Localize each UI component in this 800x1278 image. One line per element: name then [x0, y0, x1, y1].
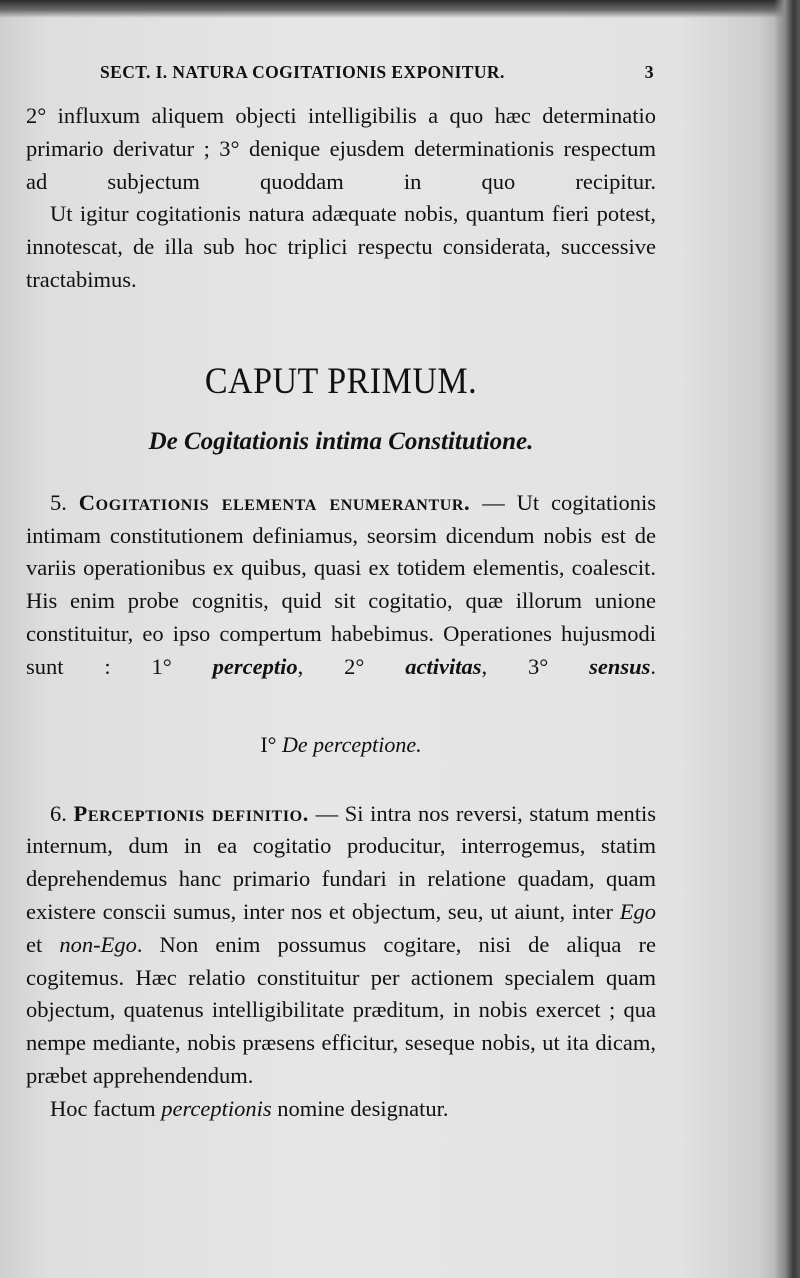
- closing-text-a: Hoc factum: [50, 1095, 156, 1121]
- closing-paragraph: [26, 1093, 656, 1126]
- section-5-term-activitas: activitas: [405, 653, 482, 679]
- spacer: [26, 297, 656, 357]
- chapter-subtitle: De Cogitationis intima Constitutione.: [148, 427, 534, 455]
- section-5-number: 5.: [50, 489, 67, 515]
- section-5-marker: 2°: [344, 653, 365, 679]
- chapter-title: CAPUT PRIMUM.: [204, 361, 478, 402]
- section-5-paragraph: [26, 487, 656, 684]
- section-6-paragraph: [26, 798, 656, 1093]
- subsection-heading: [26, 728, 656, 762]
- intro-paragraph-1: 2° influxum aliquem objecti intelligibilis a quo hæc determinatio primario derivatur ; 3° denique ejusdem determinationis respectum ad subjectum quoddam in quo recipitur.: [26, 103, 656, 194]
- page-content: [26, 62, 656, 1126]
- page-binding-edge: [774, 0, 800, 1278]
- subsection-title: De perceptione.: [281, 731, 422, 757]
- running-head-title: SECT. I. NATURA COGITATIONIS EXPONITUR.: [100, 62, 505, 82]
- section-6-conjunction: et: [26, 931, 43, 957]
- section-5-separator: ,: [297, 653, 304, 679]
- section-5-end: .: [650, 653, 657, 679]
- page-top-shadow: [0, 0, 800, 18]
- page-number: 3: [644, 62, 654, 82]
- section-5-term-perceptio: perceptio: [212, 653, 298, 679]
- spacer: [26, 684, 656, 728]
- section-6-term-ego: Ego: [619, 898, 657, 924]
- spacer: [26, 469, 656, 487]
- subsection-prefix: I°: [260, 731, 277, 757]
- spacer: [26, 762, 656, 798]
- section-5-term-sensus: sensus: [589, 653, 651, 679]
- section-6-number: 6.: [50, 800, 67, 826]
- closing-term-perceptionis: perceptionis: [161, 1095, 272, 1121]
- section-5-separator: , 3°: [481, 653, 549, 679]
- section-6-heading: Perceptionis definitio.: [73, 800, 309, 826]
- section-5-heading: Cogitationis elementa enumerantur.: [78, 489, 471, 515]
- running-head: [26, 62, 656, 92]
- closing-text-b: nomine designatur.: [277, 1095, 449, 1121]
- intro-paragraph-2: Ut igitur cogitationis natura adæquate nobis, quantum fieri potest, innotescat, de illa sub hoc triplici respectu considerata, successive tractabimus.: [26, 201, 656, 292]
- section-5-text: — Ut cogitationis intimam constitutionem definiamus, seorsim dicendum nobis est de variis operationibus ex quibus, quasi ex totidem elementis, coalescit. His enim probe cognitis, quid sit cogitatio, quæ illorum unione constituitur, eo ipso compertum habebimus. Operationes hujusmodi sunt : 1°: [26, 489, 657, 679]
- section-6-text: — Si intra nos reversi, statum mentis internum, dum in ea cogitatio producitur, interrogemus, statim deprehendemus hanc primario fundari in relatione quadam, quam existere conscii sumus, inter nos et objectum, seu, ut aiunt, inter: [26, 800, 656, 924]
- section-6-term-non-ego: non-Ego: [59, 931, 137, 957]
- section-6-text-continued: . Non enim possumus cogitare, nisi de aliqua re cogitemus. Hæc relatio constituitur per actionem specialem quam objectum, quatenus intelligibilitate præditum, in nobis exercet ; qua nempe mediante, nobis præsens efficitur, seseque nobis, ut ita dicam, præbet apprehendendum.: [26, 931, 656, 1088]
